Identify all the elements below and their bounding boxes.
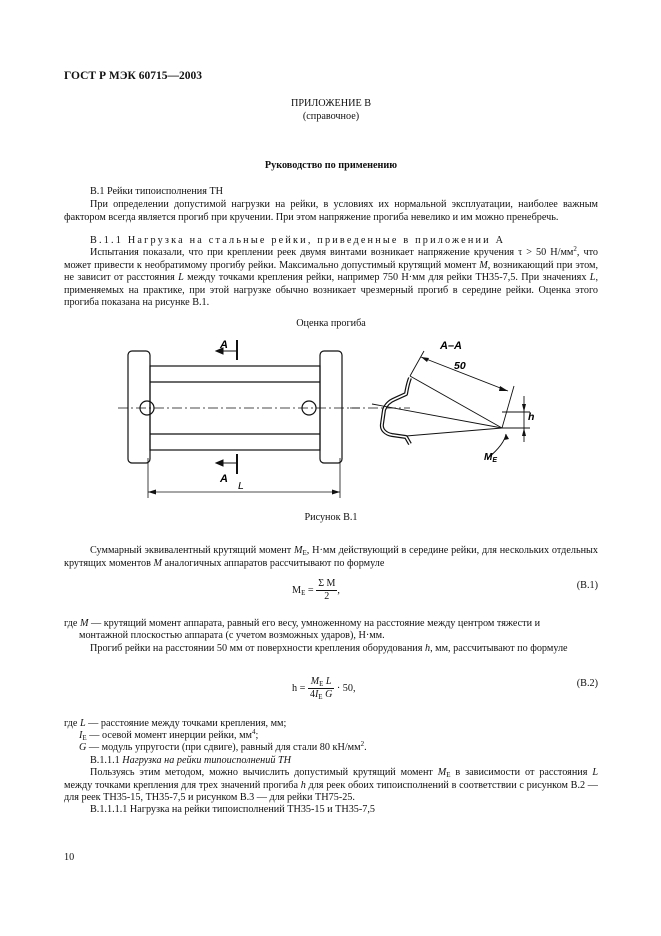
equation-b1-number: (В.1): [576, 580, 598, 591]
equation-b1: $M_E$ = $\frac{\text{Σ M}}{2}$ ,: [292, 578, 340, 602]
figure-caption: Рисунок В.1: [304, 512, 358, 523]
paragraph-3: Суммарный эквивалентный крутящий момент $M_E$, Н·мм действующий в середине рейки, для нескольких отдельных крутящих моментов M аналогичных аппаратов рассчитывают по формуле: [64, 545, 598, 569]
section-aa-label: A–A: [440, 340, 463, 352]
figure-title: Оценка прогиба: [296, 318, 366, 329]
paragraph-2: Испытания показали, что при креплении реек двумя винтами возникает напряжение кручения τ > 50 $Н/мм^2$, что может привести к необратимому прогибу рейки. Максимально допустимый крутящий момент M, возникающий при этом, не зависит от расстояния L между точками крепления рейки, например 750 Н·мм для рейки ТН35-7,5. При значениях L, применяемых на практике, при этой нагрузке обычно возникает чрезмерный прогиб в середине рейки. Оценка этого прогиба показана на рисунке В.1.: [64, 245, 598, 309]
where-2-line-1: где L — расстояние между точками крепления, мм;: [64, 718, 287, 729]
section-label-top: A: [220, 339, 228, 351]
where-1-cont: монтажной плоскостью аппарата (с учетом возможных ударов), Н·мм.: [79, 630, 385, 641]
dimension-L-label: L: [238, 480, 244, 492]
equation-b2: h = $\frac{M_E L}{4I_E G}$ · 50,: [292, 676, 356, 701]
figure-b1: [110, 336, 550, 508]
left-end-plate: [128, 351, 150, 463]
subsection-b11: В.1.1 Нагрузка на стальные рейки, приведенные в приложении А: [90, 235, 506, 246]
where-2-line-3: G — модуль упругости (при сдвиге), равный для стали 80 $кН/мм^2$.: [79, 740, 367, 753]
equation-b2-number: (В.2): [576, 678, 598, 689]
where-1: где M — крутящий момент аппарата, равный его весу, умноженному на расстояние между центром тяжести и: [64, 618, 541, 629]
dimension-50-label: 50: [454, 360, 466, 372]
paragraph-5: Пользуясь этим методом, можно вычислить допустимый крутящий момент $M_E$ в зависимости от расстояния L между точками крепления для трех значений прогиба h для реек обоих типоисполнений в соответствии с рисунком В.2 — для реек ТН35-15, ТН35-7,5 и рисунком В.3 — для рейки ТН75-25.: [64, 767, 598, 804]
right-end-plate: [320, 351, 342, 463]
appendix-subtitle: (справочное): [302, 111, 360, 122]
moment-me-label: $M_E$: [484, 452, 498, 464]
subsection-b111: В.1.1.1 Нагрузка на рейки типоисполнений ТН: [90, 755, 291, 766]
where-2-line-2: $I_E$ — осевой момент инерции рейки, $мм^4$;: [79, 728, 259, 742]
section-label-bottom: A: [220, 473, 228, 485]
appendix-title: ПРИЛОЖЕНИЕ В: [290, 98, 372, 109]
subsection-b1111: В.1.1.1.1 Нагрузка на рейки типоисполнений ТН35-15 и ТН35-7,5: [90, 804, 376, 815]
deflection-h-label: h: [528, 411, 535, 423]
subsection-b1: В.1 Рейки типоисполнения ТН: [90, 186, 224, 197]
paragraph-4: Прогиб рейки на расстоянии 50 мм от поверхности крепления оборудования h, мм, рассчитывают по формуле: [90, 643, 568, 654]
rail-profile: [382, 378, 410, 444]
page-number: 10: [64, 852, 75, 863]
standard-header: ГОСТ Р МЭК 60715—2003: [64, 70, 202, 82]
section-title: Руководство по применению: [264, 160, 398, 171]
paragraph-1: При определении допустимой нагрузки на рейки, в условиях их нормальной эксплуатации, наиболее важным фактором всегда является прогиб при кручении. При этом напряжение прогиба невелико и им можно пренебречь.: [64, 199, 598, 223]
